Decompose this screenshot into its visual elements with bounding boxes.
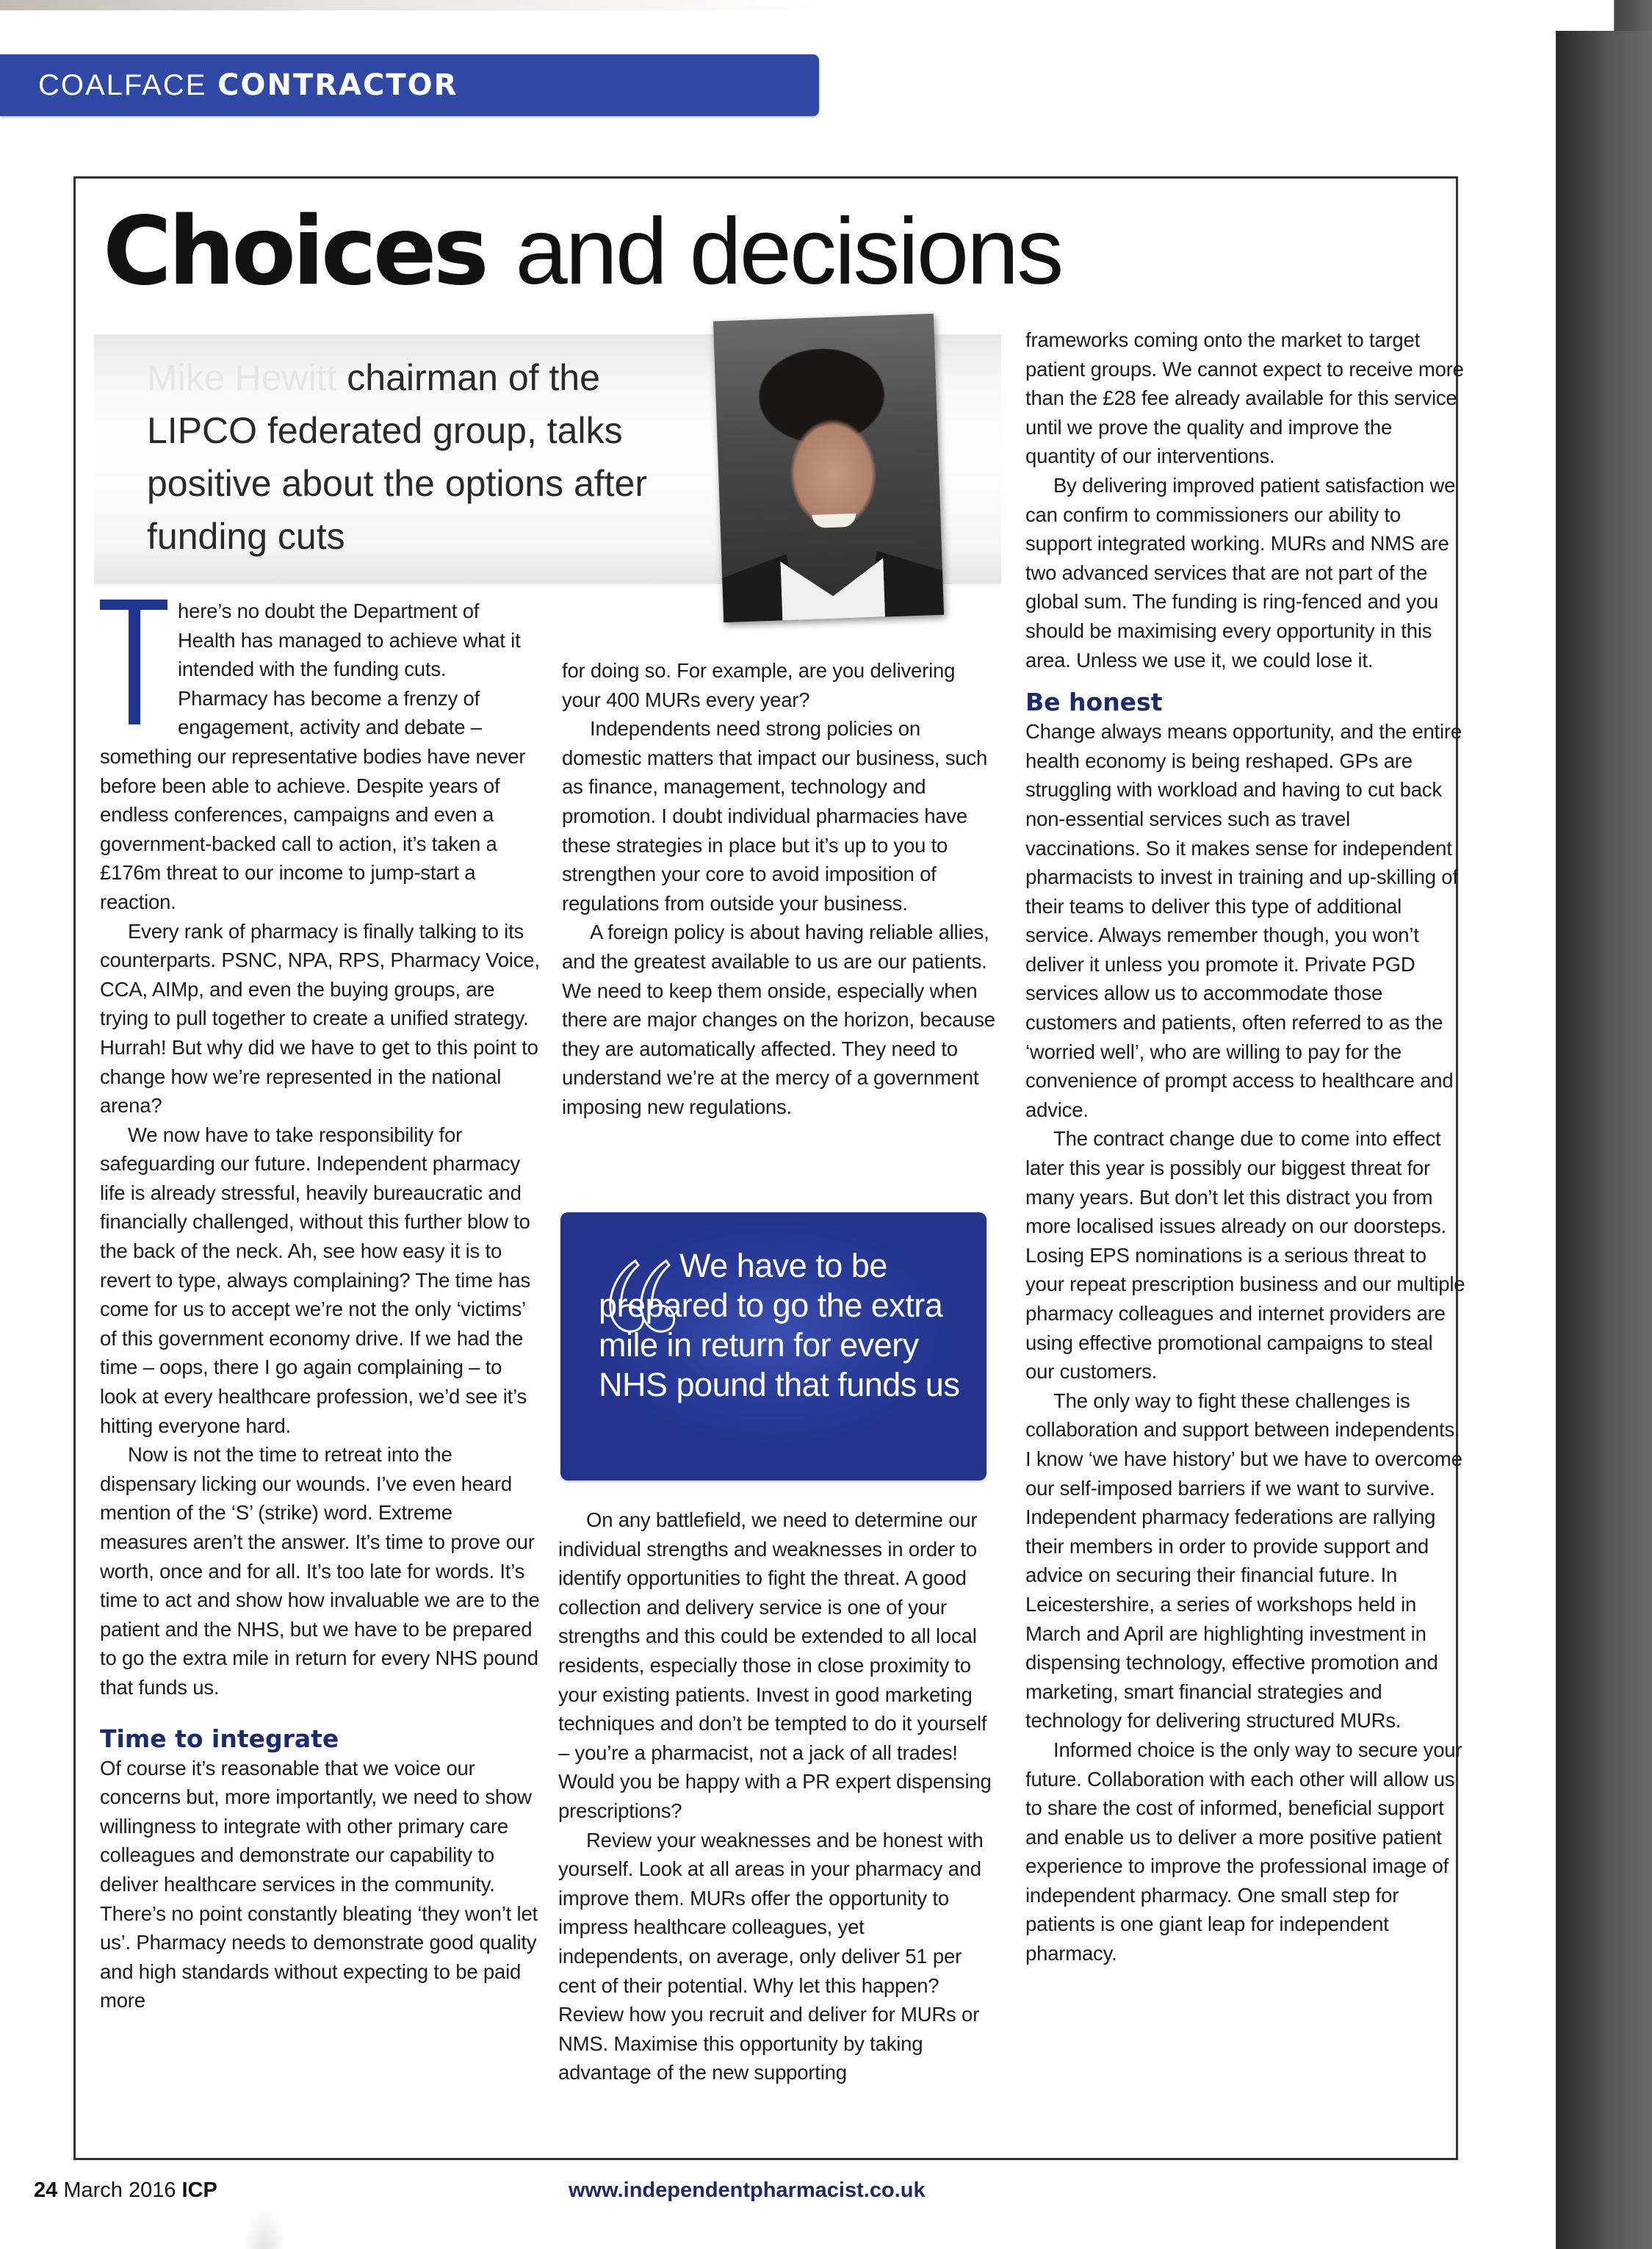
- pull-quote-box: [560, 1212, 986, 1480]
- website-link[interactable]: www.independentpharmacist.co.uk: [569, 2178, 926, 2202]
- magazine-spine-top: [1556, 0, 1652, 31]
- standfirst: [147, 351, 690, 563]
- magazine-name: ICP: [181, 2178, 217, 2202]
- paragraph: We now have to take responsibility for safeguarding our future. Independent pharmacy life is already stressful, heavily bureaucratic and financially challenged, without this further blow to the back of the neck. Ah, see how easy it is to revert to type, always complaining? The time has come for us to accept we’re not the only ‘victims’ of this government economy drive. If we had the time – oops, there I go again complaining – to look at every healthcare profession, we’d see it’s hitting everyone hard.: [100, 1123, 531, 1437]
- subheading-be-honest: Be honest: [1025, 688, 1163, 717]
- drop-cap-t: [100, 600, 167, 724]
- page-number: 24: [34, 2178, 58, 2202]
- column-1: [100, 597, 541, 2015]
- folio: [34, 2178, 217, 2203]
- column-3: [1025, 325, 1466, 1968]
- issue-date: March 2016: [63, 2178, 176, 2202]
- headline-thin: and decisions: [515, 199, 1062, 304]
- author-portrait-photo: [713, 314, 944, 622]
- paragraph: By delivering improved patient satisfaction we can confirm to commissioners our ability to support integrated working. MURs and NMS are two advanced services that are not part of the global sum. The funding is ring-fenced and you should be maximising every opportunity in this area. Unless we use it, we could lose it.: [1025, 473, 1456, 672]
- section-label-light: COALFACE: [38, 69, 207, 101]
- magazine-spine-shadow: [1556, 0, 1652, 2249]
- previous-page-edge: [0, 0, 823, 10]
- paragraph: The only way to fight these challenges is collaboration and support between independents. I know ‘we have history’ but we have to overcome our self-imposed barriers if we want to survive. Independent pharmacy federations are rallying their members in order to provide support and advice on securing their financial future. In Leicestershire, a series of workshops held in March and April are highlighting investment in dispensing technology, effective promotion and marketing, smart financial strategies and technology for delivering structured MURs.: [1025, 1389, 1462, 1732]
- paragraph: Now is not the time to retreat into the dispensary licking our wounds. I’ve even heard mention of the ‘S’ (strike) word. Extreme measures aren’t the answer. It’s time to prove our worth, once and for all. It’s too late for words. It’s time to act and show how invaluable we are to the patient and the NHS, but we have to be prepared to go the extra mile in return for every NHS pound that funds us.: [100, 1443, 540, 1699]
- section-label-bold: CONTRACTOR: [217, 68, 458, 102]
- article-headline: [103, 197, 1061, 307]
- paragraph: Informed choice is the only way to secure your future. Collaboration with each other will allow us to share the cost of informed, beneficial support and enable us to deliver a more positive patient experience to improve the professional image of independent pharmacy. One small step for patients is one giant leap for independent pharmacy.: [1025, 1738, 1462, 1965]
- paragraph: Change always means opportunity, and the entire health economy is being reshaped. GPs are struggling with workload and having to cut back non-essential services such as travel vaccinations. So it makes sense for independent pharmacists to invest in training and up-skilling of their teams to deliver this type of additional service. Always remember though, you won’t deliver it unless you promote it. Private PGD services allow us to accommodate those customers and patients, often referred to as the ‘worried well’, who are willing to pay for the convenience of prompt access to healthcare and advice.: [1025, 720, 1462, 1121]
- standfirst-author-name: Mike Hewitt: [147, 357, 337, 398]
- column-2-top: [562, 656, 995, 1122]
- paragraph: Every rank of pharmacy is finally talking to its counterparts. PSNC, NPA, RPS, Pharmacy Voice, CCA, AIMp, and even the buying groups, are trying to pull together to create a unified strategy. Hurrah! But why did we have to get to this point to change how we’re represented in the national arena?: [100, 919, 540, 1118]
- column-2-bottom: [558, 1505, 992, 2087]
- paragraph: for doing so. For example, are you delivering your 400 MURs every year?: [562, 659, 956, 711]
- paragraph: A foreign policy is about having reliable allies, and the greatest available to us are our patients. We need to keep them onside, especially when there are major changes on the horizon, because they are automatically affected. They need to understand we’re at the mercy of a government imposing new regulations.: [562, 921, 995, 1118]
- subheading-time-to-integrate: Time to integrate: [100, 1724, 339, 1753]
- pull-quote-text: We have to be prepared to go the extra mile in return for every NHS pound that funds us: [599, 1247, 960, 1403]
- section-banner: [0, 54, 819, 116]
- portrait-smile: [812, 514, 856, 528]
- paragraph: here’s no doubt the Department of Health has managed to achieve what it intended with the funding cuts. Pharmacy has become a frenzy of engagement, activity and debate – something our representative bodies have never before been able to achieve. Despite years of endless conferences, campaigns and even a government-backed call to action, it’s taken a £176m threat to our income to jump-start a reaction.: [100, 600, 526, 913]
- paragraph: Of course it’s reasonable that we voice our concerns but, more importantly, we need to show willingness to integrate with other primary care colleagues and demonstrate our capability to deliver healthcare services in the community. There’s no point constantly bleating ‘they won’t let us’. Pharmacy needs to demonstrate good quality and high standards without expecting to be paid more: [100, 1756, 538, 2012]
- page-curl-shadow: [220, 2197, 367, 2249]
- standfirst-text: chairman of the LIPCO federated group, talks positive about the options after funding cuts: [147, 357, 648, 557]
- paragraph: Review your weaknesses and be honest with yourself. Look at all areas in your pharmacy and improve them. MURs offer the opportunity to impress healthcare colleagues, yet independents, on average, only deliver 51 per cent of their potential. Why let this happen? Review how you recruit and deliver for MURs or NMS. Maximise this opportunity by taking advantage of the new supporting: [558, 1828, 984, 2084]
- portrait-shirt-collar: [780, 558, 885, 622]
- section-label: [38, 68, 458, 102]
- paragraph: The contract change due to come into effect later this year is possibly our biggest threat for many years. But don’t let this distract you from more localised issues already on our doorsteps. Losing EPS nominations is a serious threat to your repeat prescription business and our multiple pharmacy colleagues and internet providers are using effective promotional campaigns to steal our customers.: [1025, 1127, 1465, 1383]
- paragraph: On any battlefield, we need to determine our individual strengths and weaknesses in order to identify opportunities to fight the threat. A good collection and delivery service is one of your strengths and this could be extended to all local residents, especially those in close proximity to your existing patients. Invest in good marketing techniques and don’t be tempted to do it yourself – you’re a pharmacist, not a jack of all trades! Would you be happy with a PR expert dispensing prescriptions?: [558, 1508, 992, 1822]
- paragraph: Independents need strong policies on domestic matters that impact our business, such as finance, management, technology and promotion. I doubt individual pharmacies have these strategies in place but it’s up to you to strengthen your core to avoid imposition of regulations from outside your business.: [562, 717, 988, 915]
- paragraph: frameworks coming onto the market to target patient groups. We cannot expect to receive more than the £28 fee already available for this service until we prove the quality and improve the quantity of our interventions.: [1025, 328, 1464, 468]
- headline-strong: Choices: [103, 197, 486, 306]
